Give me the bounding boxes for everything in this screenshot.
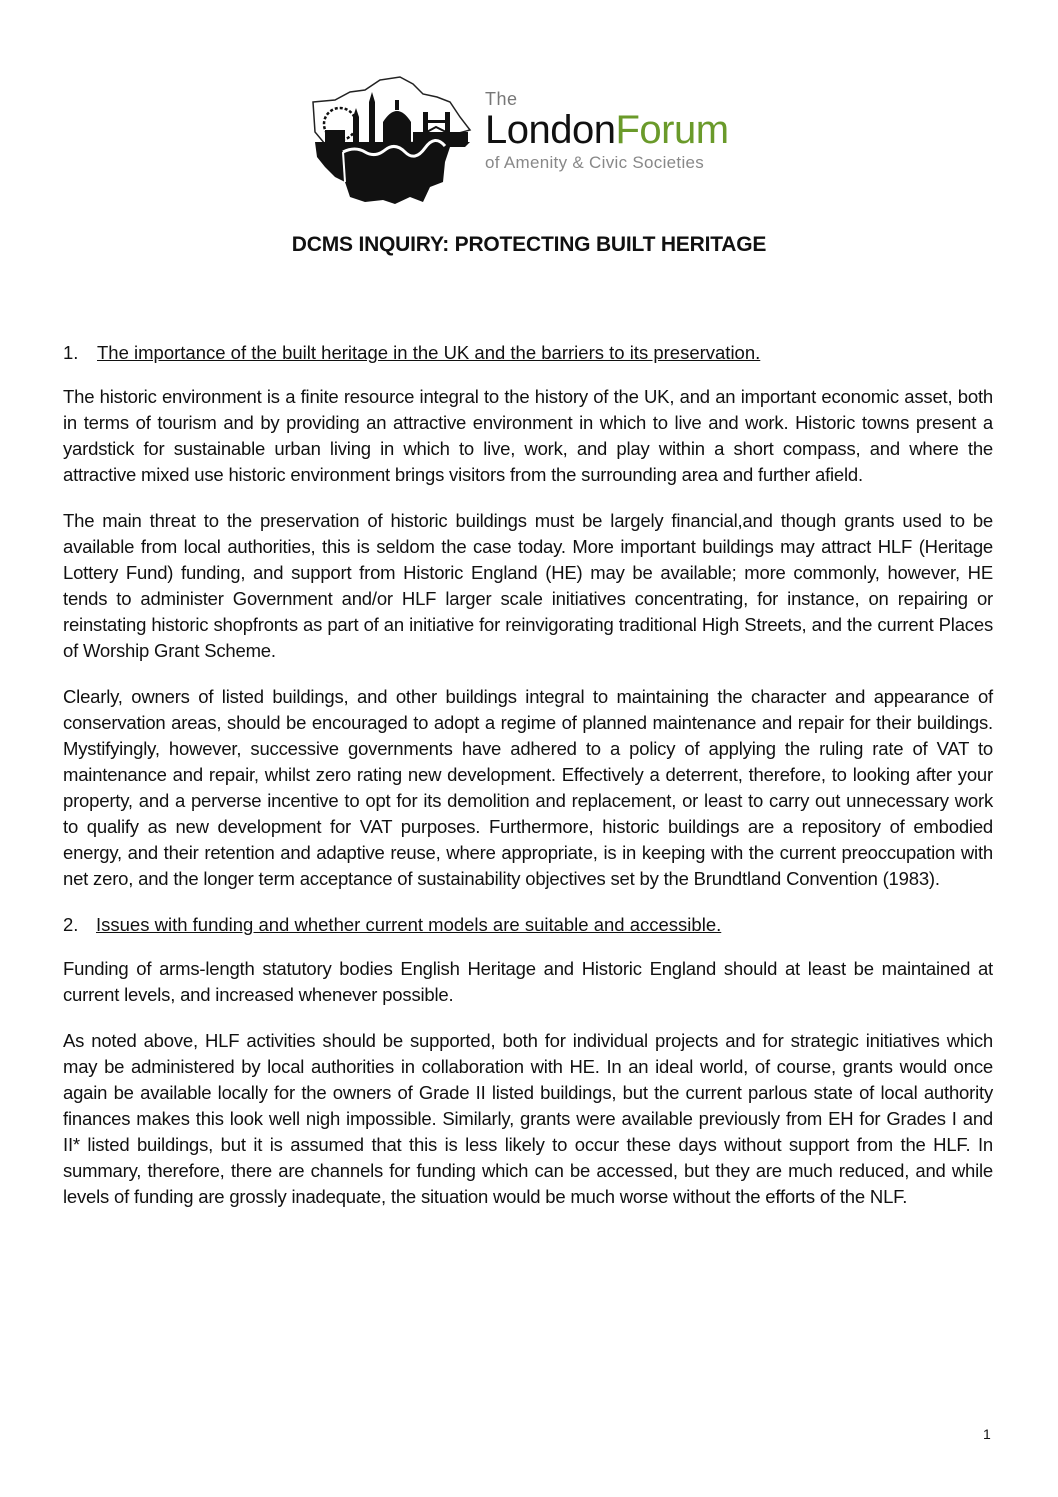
paragraph: Clearly, owners of listed buildings, and other buildings integral to maintaining the character and appearance of conservation areas, should be encouraged to adopt a regime of planned maintenance and repair for their buildings. Mystifyingly, however, successive governments have adhered to a policy of applying the ruling rate of VAT to maintenance and repair, whilst zero rating new development. Effectively a deterrent, therefore, to looking after your property, and a perverse incentive to opt for its demolition and replacement, or least to carry out unnecessary work to qualify as new development for VAT purposes. Furthermore, historic buildings are a repository of embodied energy, and their retention and adaptive reuse, where appropriate, is in keeping with the current preoccupation with net zero, and the longer term acceptance of sustainability objectives set by the Brundtland Convention (1983). [63, 686, 993, 889]
paragraph: The historic environment is a finite resource integral to the history of the UK, and an important economic asset, both in terms of tourism and by providing an attractive environment in which to live and work. Historic towns present a yardstick for sustainable urban living in which to live, work, and play within a short compass, and where the attractive mixed use historic environment brings visitors from the surrounding area and further afield. [63, 386, 993, 485]
london-skyline-map-icon [305, 72, 475, 207]
paragraph: The main threat to the preservation of historic buildings must be largely financial,and though grants used to be available from local authorities, this is seldom the case today. More important buildings may attract HLF (Heritage Lottery Fund) funding, and support from Historic England (HE) may be available; more commonly, however, HE tends to administer Government and/or HLF larger scale initiatives concentrating, for instance, on repairing or reinstating historic shopfronts as part of an initiative for reinvigorating traditional High Streets, and the current Places of Worship Grant Scheme. [63, 510, 993, 661]
paragraph: Funding of arms-length statutory bodies English Heritage and Historic England should at least be maintained at current levels, and increased whenever possible. [63, 958, 993, 1005]
section-number: 1. [63, 342, 79, 363]
logo-subtitle: of Amenity & Civic Societies [485, 153, 705, 172]
logo-name [485, 110, 729, 150]
paragraph: As noted above, HLF activities should be supported, both for individual projects and for strategic initiatives which may be administered by local authorities in collaboration with HE. In an ideal world, of course, grants would once again be available locally for the owners of Grade II listed buildings, but the current parlous state of local authority finances makes this look well nigh impossible. Similarly, grants were available previously from EH for Grades I and II* listed buildings, but it is assumed that this is less likely to occur these days without support from the HLF. In summary, therefore, there are channels for funding which can be accessed, but they are much reduced, and while levels of funding are grossly inadequate, the situation would be much worse without the efforts of the NLF. [63, 1030, 993, 1207]
logo-london: London [485, 108, 616, 152]
section-number: 2. [63, 914, 79, 935]
logo-the: The [485, 89, 518, 109]
section-heading-text: The importance of the built heritage in the UK and the barriers to its preservation. [97, 342, 761, 363]
page-number: 1 [983, 1426, 991, 1442]
london-forum-logo [305, 72, 765, 212]
section-1 [63, 340, 993, 892]
section-heading [63, 912, 993, 937]
section-2 [63, 912, 993, 1210]
section-heading [63, 340, 993, 365]
section-heading-text: Issues with funding and whether current models are suitable and accessible. [96, 914, 722, 935]
document-body [63, 340, 993, 1230]
logo-wordmark [485, 90, 729, 174]
logo-forum: Forum [615, 108, 729, 152]
document-title: DCMS INQUIRY: PROTECTING BUILT HERITAGE [291, 233, 767, 256]
